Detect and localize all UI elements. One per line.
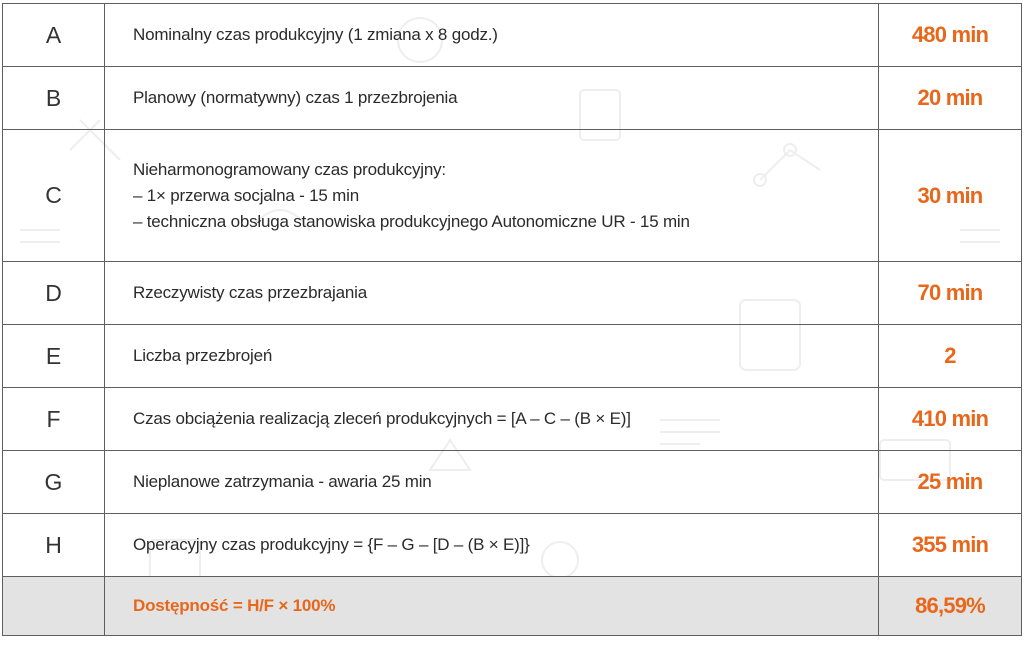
- description-line: – techniczna obsługa stanowiska produkcyjnego Autonomiczne UR - 15 min: [133, 211, 690, 231]
- row-letter: E: [3, 325, 105, 388]
- description-line: Nominalny czas produkcyjny (1 zmiana x 8 godz.): [133, 25, 498, 44]
- total-label: Dostępność = H/F × 100%: [105, 577, 879, 636]
- row-description: [105, 514, 879, 577]
- row-description: [105, 388, 879, 451]
- row-letter: A: [3, 4, 105, 67]
- row-value: 70 min: [879, 262, 1022, 325]
- description-line: Nieharmonogramowany czas produkcyjny:: [133, 159, 446, 179]
- total-row: [3, 577, 1022, 636]
- row-description: [105, 451, 879, 514]
- row-value: 30 min: [879, 130, 1022, 262]
- total-value: 86,59%: [879, 577, 1022, 636]
- table-row: [3, 67, 1022, 130]
- row-description: [105, 262, 879, 325]
- table-row: [3, 388, 1022, 451]
- row-description: [105, 130, 879, 262]
- description-line: Nieplanowe zatrzymania - awaria 25 min: [133, 472, 432, 491]
- row-letter: H: [3, 514, 105, 577]
- table-row: [3, 451, 1022, 514]
- description-line: Rzeczywisty czas przezbrajania: [133, 283, 367, 302]
- description-line: Planowy (normatywny) czas 1 przezbrojenia: [133, 88, 458, 107]
- row-description: [105, 325, 879, 388]
- row-letter: F: [3, 388, 105, 451]
- row-letter: D: [3, 262, 105, 325]
- row-letter: C: [3, 130, 105, 262]
- row-value: 410 min: [879, 388, 1022, 451]
- table-row: [3, 514, 1022, 577]
- row-value: 20 min: [879, 67, 1022, 130]
- row-value: 480 min: [879, 4, 1022, 67]
- table-row: [3, 325, 1022, 388]
- row-value: 25 min: [879, 451, 1022, 514]
- row-letter: B: [3, 67, 105, 130]
- description-line: – 1× przerwa socjalna - 15 min: [133, 185, 359, 205]
- row-description: [105, 67, 879, 130]
- table-row: [3, 262, 1022, 325]
- row-value: 355 min: [879, 514, 1022, 577]
- description-line: Liczba przezbrojeń: [133, 346, 273, 365]
- description-line: Operacyjny czas produkcyjny = {F – G – [D – (B × E)]}: [133, 535, 530, 554]
- table-row: [3, 130, 1022, 262]
- description-line: Czas obciążenia realizacją zleceń produkcyjnych = [A – C – (B × E)]: [133, 409, 631, 428]
- availability-table: [2, 3, 1022, 636]
- row-letter: G: [3, 451, 105, 514]
- row-description: [105, 4, 879, 67]
- total-letter: [3, 577, 105, 636]
- table-row: [3, 4, 1022, 67]
- row-value: 2: [879, 325, 1022, 388]
